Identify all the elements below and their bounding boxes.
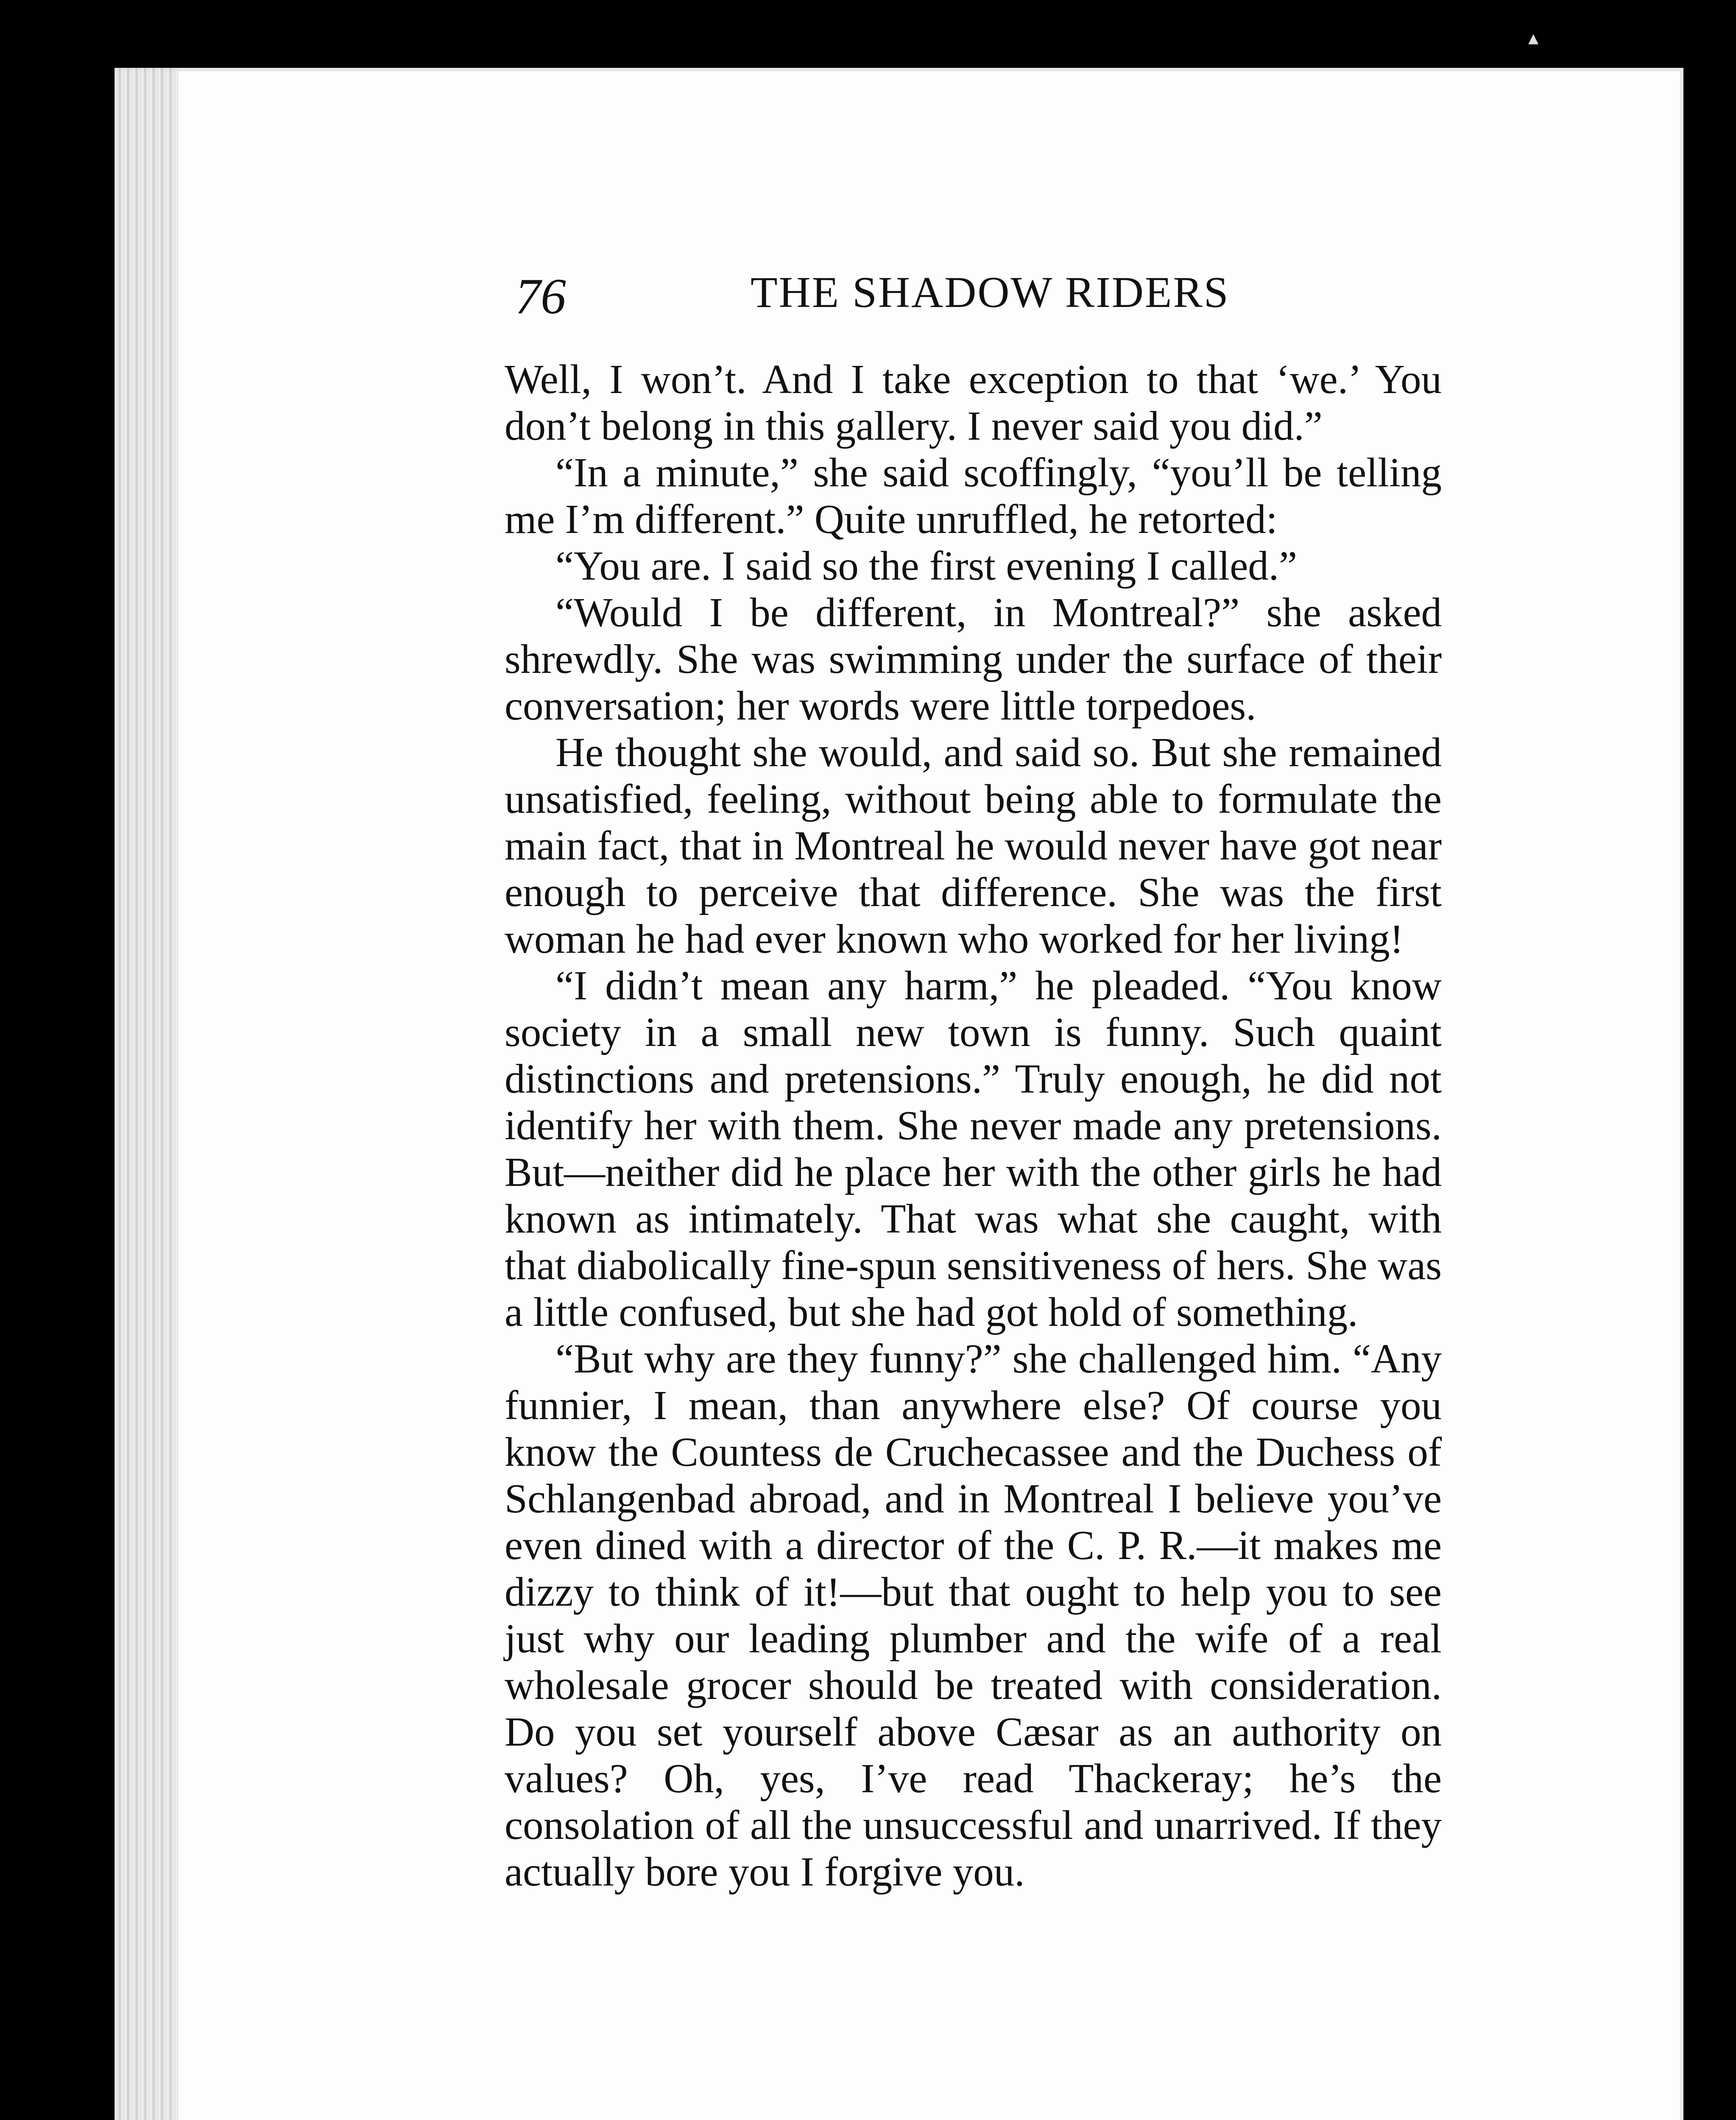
page-number: 76 (515, 268, 566, 324)
paragraph: “In a minute,” she said scoffingly, “you’ll be telling me I’m different.” Quite unruffled, he retorted: (505, 450, 1442, 542)
paragraph: “I didn’t mean any harm,” he pleaded. “You know society in a small new town is funny. Such quaint distinctions and pretensions.” Truly enough, he did not identify her with them. She never made any pretensions. But—neither did he place her with the other girls he had known as intimately. That was what she caught, with that diabolically fine-spun sensitiveness of hers. She was a little confused, but she had got hold of something. (505, 963, 1442, 1335)
paragraph: Well, I won’t. And I take exception to that ‘we.’ You don’t belong in this gallery. I never said you did.” (505, 357, 1442, 449)
body-text (505, 356, 1442, 1895)
paragraph: “Would I be different, in Montreal?” she asked shrewdly. She was swimming under the surface of their conversation; her words were little torpedoes. (505, 590, 1442, 728)
paragraph: “But why are they funny?” she challenged him. “Any funnier, I mean, than anywhere else? Of course you know the Countess de Cruchecassee and the Duchess of Schlangenbad abroad, and in Montreal I believe you’ve even dined with a director of the C. P. R.—it makes me dizzy to think of it!—but that ought to help you to see just why our leading plumber and the wife of a real wholesale grocer should be treated with consideration. Do you set yourself above Cæsar as an authority on values? Oh, yes, I’ve read Thackeray; he’s the consolation of all the unsuccessful and unarrived. If they actually bore you I forgive you. (505, 1336, 1442, 1894)
page-gutter-shadow (114, 68, 178, 2120)
paragraph: “You are. I said so the first evening I called.” (555, 543, 1298, 589)
paragraph: He thought she would, and said so. But she remained unsatisfied, feeling, without being able to formulate the main fact, that in Montreal he would never have got near enough to perceive that difference. She was the first woman he had ever known who worked for her living! (505, 730, 1442, 962)
page-header (515, 267, 1397, 343)
book-page (114, 68, 1683, 2120)
scan-mark-icon: ▴ (1528, 27, 1539, 49)
running-title: THE SHADOW RIDERS (751, 268, 1230, 317)
